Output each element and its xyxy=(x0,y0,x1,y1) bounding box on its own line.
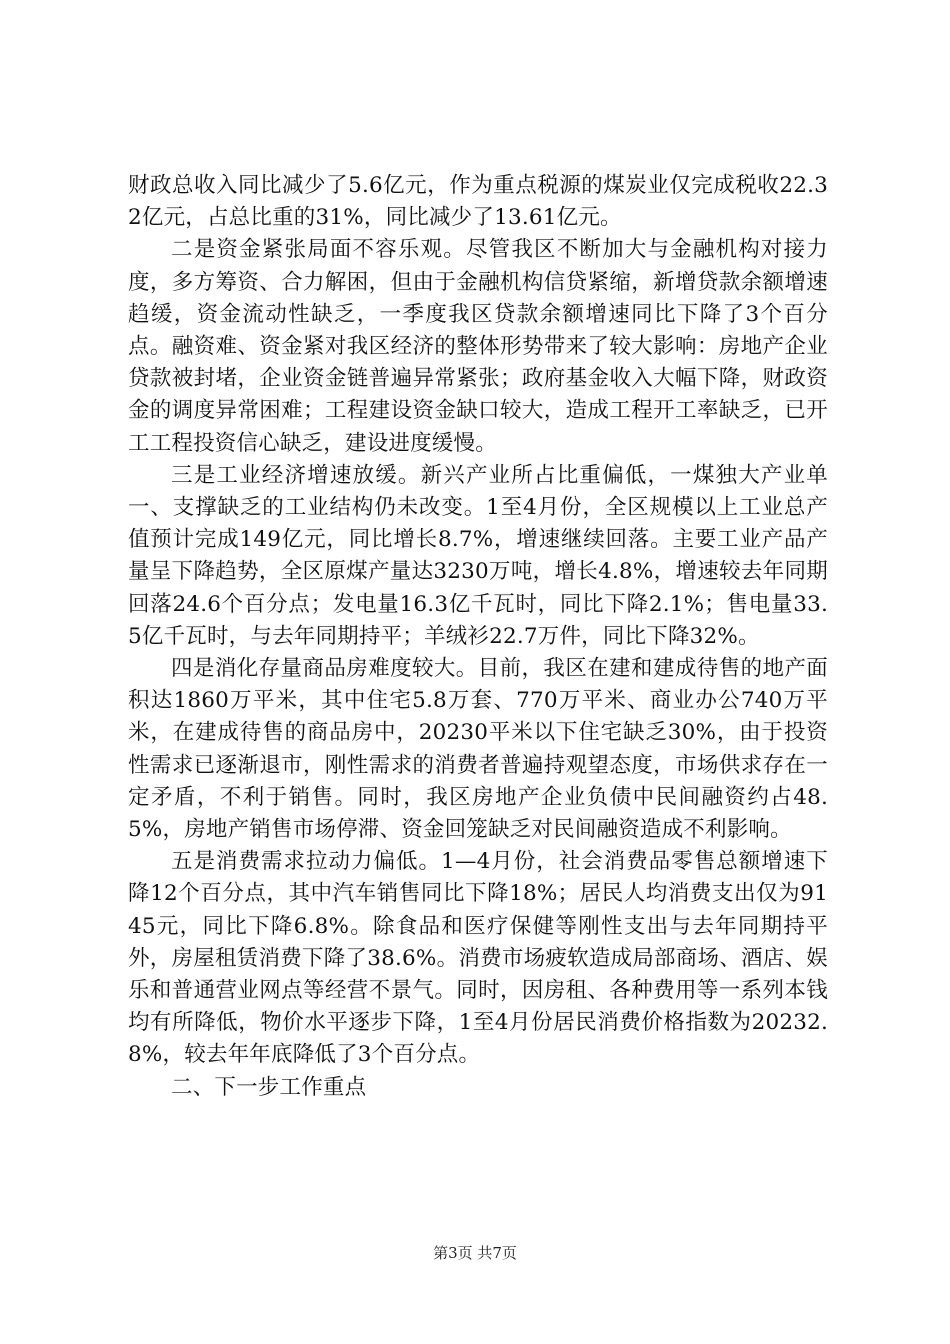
document-body xyxy=(128,170,828,1104)
paragraph-funding-pressure: 二是资金紧张局面不容乐观。尽管我区不断加大与金融机构对接力度，多方筹资、合力解困，但由于金融机构信贷紧缩，新增贷款余额增速趋缓，资金流动性缺乏，一季度我区贷款余额增速同比下降了3个百分点。融资难、资金紧对我区经济的整体形势带来了较大影响：房地产企业贷款被封堵，企业资金链普遍异常紧张；政府基金收入大幅下降，财政资金的调度异常困难；工程建设资金缺口较大，造成工程开工率缺乏，已开工工程投资信心缺乏，建设进度缓慢。 xyxy=(128,237,828,456)
section-heading-next-steps: 二、下一步工作重点 xyxy=(171,1074,367,1100)
paragraph-consumer-demand: 五是消费需求拉动力偏低。1—4月份，社会消费品零售总额增速下降12个百分点，其中汽车销售同比下降18%；居民人均消费支出仅为9145元，同比下降6.8%。除食品和医疗保健等刚性支出与去年同期持平外，房屋租赁消费下降了38.6%。消费市场疲软造成局部商场、酒店、娱乐和普通营业网点等经营不景气。同时，因房租、各种费用等一系列本钱均有所降低，物价水平逐步下降，1至4月份居民消费价格指数为20232.8%，较去年年底降低了3个百分点。 xyxy=(128,849,828,1068)
paragraph-housing-inventory: 四是消化存量商品房难度较大。目前，我区在建和建成待售的地产面积达1860万平米，其中住宅5.8万套、770万平米、商业办公740万平米，在建成待售的商品房中，20230平米以下住宅缺乏30%，由于投资性需求已逐渐退市，刚性需求的消费者普遍持观望态度，市场供求存在一定矛盾，不利于销售。同时，我区房地产企业负债中民间融资约占48.5%，房地产销售市场停滞、资金回笼缺乏对民间融资造成不利影响。 xyxy=(128,656,828,843)
paragraph-fiscal-revenue: 财政总收入同比减少了5.6亿元，作为重点税源的煤炭业仅完成税收22.32亿元，占总比重的31%，同比减少了13.61亿元。 xyxy=(128,173,828,231)
paragraph-industrial-growth: 三是工业经济增速放缓。新兴产业所占比重偏低，一煤独大产业单一、支撑缺乏的工业结构仍未改变。1至4月份，全区规模以上工业总产值预计完成149亿元，同比增长8.7%，增速继续回落。主要工业产品产量呈下降趋势，全区原煤产量达3230万吨，增长4.8%，增速较去年同期回落24.6个百分点；发电量16.3亿千瓦时，同比下降2.1%；售电量33.5亿千瓦时，与去年同期持平；羊绒衫22.7万件，同比下降32%。 xyxy=(128,462,828,649)
page-number-footer: 第3页 共7页 xyxy=(433,1244,517,1262)
